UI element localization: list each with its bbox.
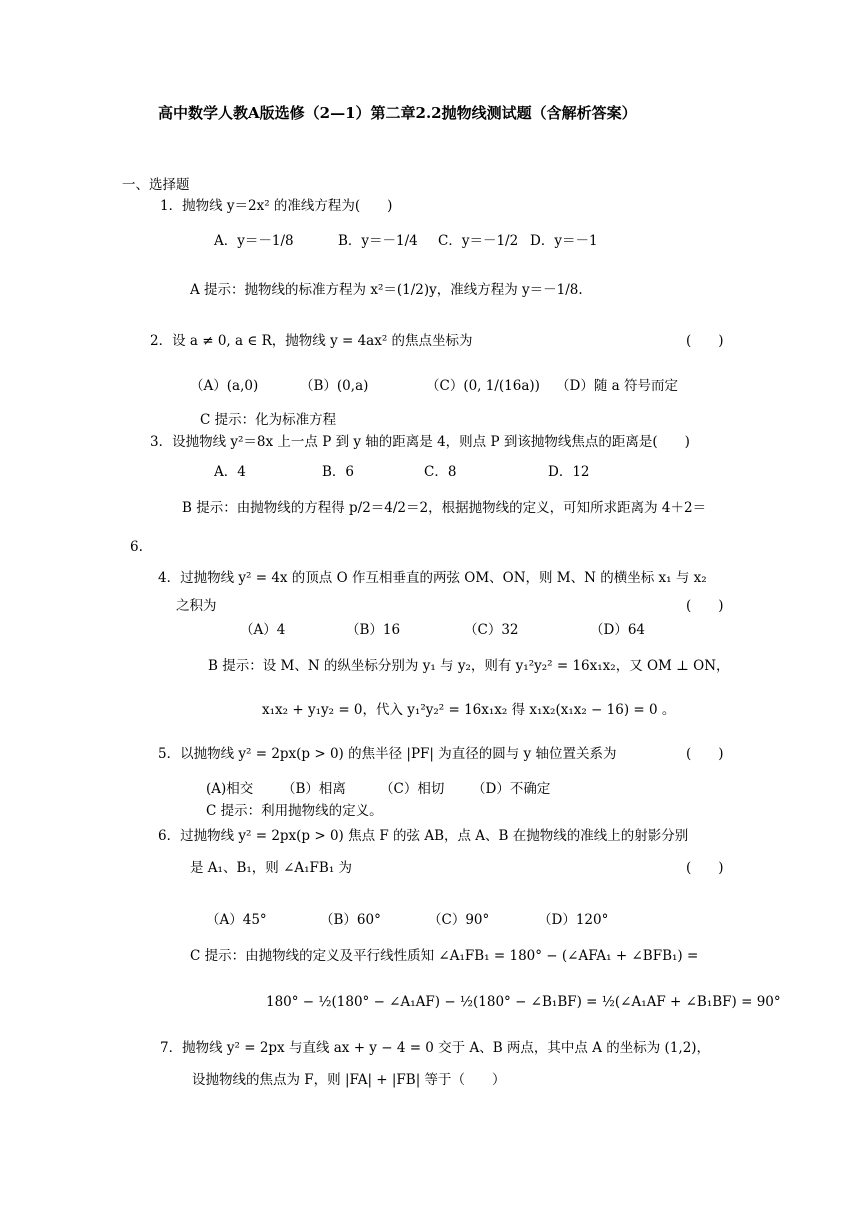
q6-option-a: （A）45° — [206, 912, 267, 928]
q6-stem: 6．过抛物线 y² = 2px(p > 0) 焦点 F 的弦 AB，点 A、B 在抛物线的准线上的射影分别 — [158, 828, 689, 844]
q3-stem: 3．设抛物线 y²＝8x 上一点 P 到 y 轴的距离是 4，则点 P 到该抛物线焦点的距离是( ) — [150, 434, 690, 450]
q7-stem: 7．抛物线 y² = 2px 与直线 ax + y − 4 = 0 交于 A、B 两点，其中点 A 的坐标为 (1,2)， — [160, 1040, 711, 1056]
q2-option-b: （B）(0,a) — [300, 378, 369, 394]
q4-option-a: （A）4 — [240, 622, 286, 638]
q5-option-a: (A)相交 — [206, 781, 254, 797]
q3-hint-end: 6. — [130, 539, 143, 555]
q3-hint: B 提示：由抛物线的方程得 p/2＝4/2＝2，根据抛物线的定义，可知所求距离为 4＋2＝ — [182, 500, 707, 516]
q1-option-d: D．y＝－1 — [530, 233, 598, 249]
q5-option-d: （D）不确定 — [472, 781, 551, 797]
q4-stem-line2: 之积为 — [176, 598, 217, 614]
q4-hint-line2: x₁x₂ + y₁y₂ = 0，代入 y₁²y₂² = 16x₁x₂ 得 x₁x₂(x₁x₂ − 16) = 0 。 — [262, 702, 676, 718]
q4-option-b: （B）16 — [346, 622, 401, 638]
q3-option-a: A．4 — [214, 464, 246, 480]
q2-option-d: （D）随 a 符号而定 — [556, 378, 678, 394]
q5-hint: C 提示：利用抛物线的定义。 — [206, 803, 383, 819]
q3-option-c: C．8 — [424, 464, 457, 480]
q4-stem: 4．过抛物线 y² = 4x 的顶点 O 作互相垂直的两弦 OM、ON，则 M、N 的横坐标 x₁ 与 x₂ — [158, 570, 707, 586]
q2-stem: 2．设 a ≠ 0, a ∈ R，抛物线 y = 4ax² 的焦点坐标为 — [150, 333, 473, 349]
q1-option-c: C．y＝－1/2 — [438, 233, 519, 249]
q3-option-b: B．6 — [322, 464, 355, 480]
q2-option-c: （C）(0, 1/(16a)) — [426, 378, 540, 394]
q1-option-a: A．y＝－1/8 — [214, 233, 294, 249]
q6-answer-paren: ( ) — [686, 860, 724, 876]
q2-option-a: （A）(a,0) — [190, 378, 259, 394]
q5-stem: 5．以抛物线 y² = 2px(p > 0) 的焦半径 |PF| 为直径的圆与 y 轴位置关系为 — [158, 746, 617, 762]
q6-hint-line2: 180° − ½(180° − ∠A₁AF) − ½(180° − ∠B₁BF) = ½(∠A₁AF + ∠B₁BF) = 90° — [266, 994, 781, 1010]
q5-option-c: （C）相切 — [380, 781, 445, 797]
section-heading: 一、选择题 — [122, 177, 190, 193]
q2-hint: C 提示：化为标准方程 — [200, 412, 337, 428]
q3-option-d: D．12 — [548, 464, 590, 480]
q6-option-d: （D）120° — [538, 912, 609, 928]
page-title: 高中数学人教A版选修（2—1）第二章2.2抛物线测试题（含解析答案） — [158, 104, 637, 122]
q6-option-c: （C）90° — [428, 912, 490, 928]
q2-answer-paren: ( ) — [686, 333, 724, 349]
q4-option-d: （D）64 — [590, 622, 646, 638]
q6-option-b: （B）60° — [320, 912, 381, 928]
q1-option-b: B．y＝－1/4 — [338, 233, 418, 249]
q4-hint: B 提示：设 M、N 的纵坐标分别为 y₁ 与 y₂，则有 y₁²y₂² = 16x₁x₂，又 OM ⊥ ON， — [208, 658, 730, 674]
q4-answer-paren: ( ) — [686, 598, 724, 614]
q6-hint: C 提示：由抛物线的定义及平行线性质知 ∠A₁FB₁ = 180° − (∠AFA₁ + ∠BFB₁) = — [190, 948, 699, 964]
q6-stem-line2: 是 A₁、B₁，则 ∠A₁FB₁ 为 — [190, 860, 353, 876]
q4-option-c: （C）32 — [464, 622, 519, 638]
q5-option-b: （B）相离 — [282, 781, 346, 797]
q1-hint: A 提示：抛物线的标准方程为 x²＝(1/2)y，准线方程为 y＝－1/8. — [190, 282, 583, 298]
q1-stem: 1．抛物线 y＝2x² 的准线方程为( ) — [160, 198, 393, 214]
q5-answer-paren: ( ) — [686, 746, 724, 762]
q7-stem-line2: 设抛物线的焦点为 F，则 |FA| + |FB| 等于（ ） — [192, 1072, 506, 1088]
